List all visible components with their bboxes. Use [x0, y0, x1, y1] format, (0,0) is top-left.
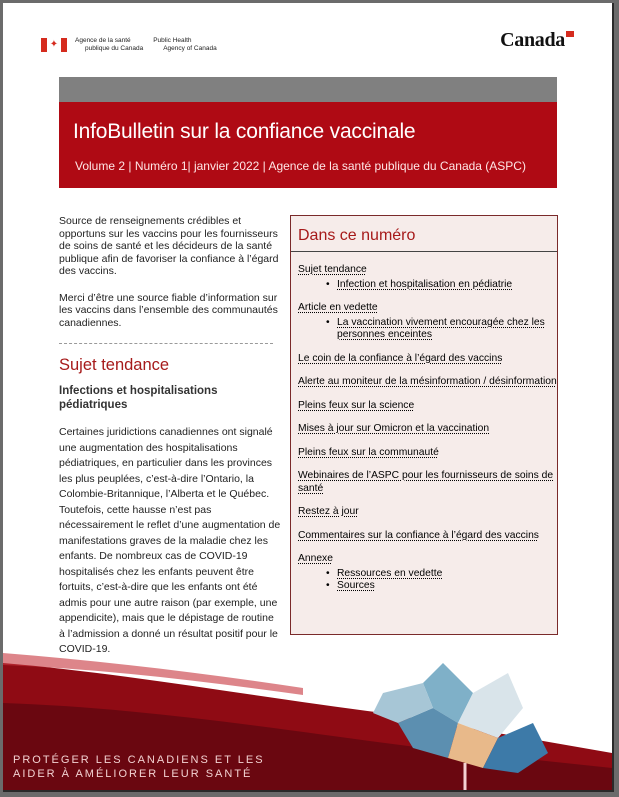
toc-link[interactable]: Pleins feux sur la communauté [298, 446, 439, 458]
canada-flag-icon: ✦ [41, 38, 67, 52]
toc-item [298, 400, 557, 413]
toc-item [298, 530, 557, 543]
toc-item [298, 302, 557, 342]
toc-link[interactable]: Restez à jour [298, 506, 359, 517]
toc-link[interactable]: Article en vedette [298, 302, 378, 313]
tagline-line-1: PROTÉGER LES CANADIENS ET LES [13, 754, 265, 766]
table-of-contents [290, 215, 558, 635]
agency-name [75, 37, 217, 53]
toc-subitem [326, 279, 557, 292]
document-page [3, 3, 614, 792]
toc-link[interactable]: Webinaires de l’ASPC pour les fournisseurs de soins de santé [298, 470, 554, 494]
agency-fr-line-1: Agence de la santé [75, 37, 131, 44]
toc-sublink[interactable]: Infection et hospitalisation en pédiatrie [337, 278, 513, 290]
toc-link[interactable]: Pleins feux sur la science [298, 399, 415, 411]
footer-tagline [13, 753, 265, 781]
toc-sublist [298, 279, 557, 292]
toc-sublist [298, 568, 557, 593]
toc-link[interactable]: Alerte au moniteur de la mésinformation / désinformation [298, 376, 557, 387]
toc-sublist [298, 317, 557, 342]
left-column [59, 215, 281, 658]
toc-subitem [326, 568, 557, 581]
trending-heading: Sujet tendance [59, 356, 170, 374]
title-banner [59, 102, 557, 188]
toc-link[interactable]: Commentaires sur la confiance à l’égard des vaccins [298, 529, 539, 541]
trending-subheading: Infections et hospitalisations pédiatriques [59, 385, 218, 411]
page-title: InfoBulletin sur la confiance vaccinale [73, 120, 416, 143]
toc-item [298, 506, 557, 519]
intro-paragraph: Source de renseignements crédibles et opportuns sur les vaccins pour les fournisseurs de soins de santé et les décideurs de la santé publique afin de favoriser la confiance à l’égard des vaccins. [59, 215, 279, 277]
toc-sublink[interactable]: Ressources en vedette [337, 567, 443, 579]
toc-link[interactable]: Sujet tendance [298, 264, 367, 275]
tagline-line-2: AIDER À AMÉLIORER LEUR SANTÉ [13, 768, 253, 780]
toc-sublink[interactable]: Sources [337, 580, 375, 591]
toc-title: Dans ce numéro [298, 227, 416, 244]
toc-item [298, 553, 557, 593]
toc-item [298, 447, 557, 460]
toc-subitem [326, 580, 557, 593]
government-signature [41, 37, 217, 53]
toc-rule [291, 251, 557, 252]
agency-en-line-2: Agency of Canada [163, 45, 217, 52]
toc-link[interactable]: Annexe [298, 553, 333, 564]
toc-item [298, 423, 557, 436]
toc-item [298, 376, 557, 389]
trending-body: Certaines juridictions canadiennes ont signalé une augmentation des hospitalisations pédiatriques, en particulier dans les provinces les plus peuplées, c’est-à-dire l’Ontario, la Colombie-Britannique, l’Alberta et le Québec. Toutefois, cette hausse n’est pas nécessairement le reflet d’une augmentation de manifestations graves de la maladie chez les enfants. De nombreux cas de COVID-19 hospitalisés chez les enfants peuvent être fortuits, c’est-à-dire que les enfants ont été admis pour une autre raison (par exemple, une appendicite), mais que le dépistage de routine à l’admission a donné un résultat positif pour le COVID-19. [59, 426, 281, 655]
agency-en-line-1: Public Health [153, 37, 192, 44]
issue-info: Volume 2 | Numéro 1| janvier 2022 | Agence de la santé publique du Canada (ASPC) [75, 159, 526, 173]
wordmark-flag-icon [566, 31, 574, 37]
toc-item [298, 264, 557, 291]
agency-fr-line-2: publique du Canada [85, 45, 144, 52]
toc-list [298, 264, 557, 593]
toc-sublink[interactable]: La vaccination vivement encouragée chez les personnes enceintes [337, 316, 545, 340]
canada-wordmark [500, 29, 574, 52]
section-divider [59, 343, 273, 344]
toc-item [298, 470, 557, 495]
wordmark-text: Canada [500, 29, 565, 51]
toc-item [298, 353, 557, 366]
toc-subitem [326, 317, 557, 342]
agency-name-en [153, 37, 216, 53]
thanks-paragraph: Merci d’être une source fiable d’information sur les vaccins dans l’ensemble des communautés canadiennes. [59, 291, 278, 329]
toc-link[interactable]: Mises à jour sur Omicron et la vaccination [298, 423, 490, 434]
toc-link[interactable]: Le coin de la confiance à l’égard des vaccins [298, 352, 503, 364]
grey-band [59, 77, 557, 102]
agency-name-fr [75, 37, 143, 53]
